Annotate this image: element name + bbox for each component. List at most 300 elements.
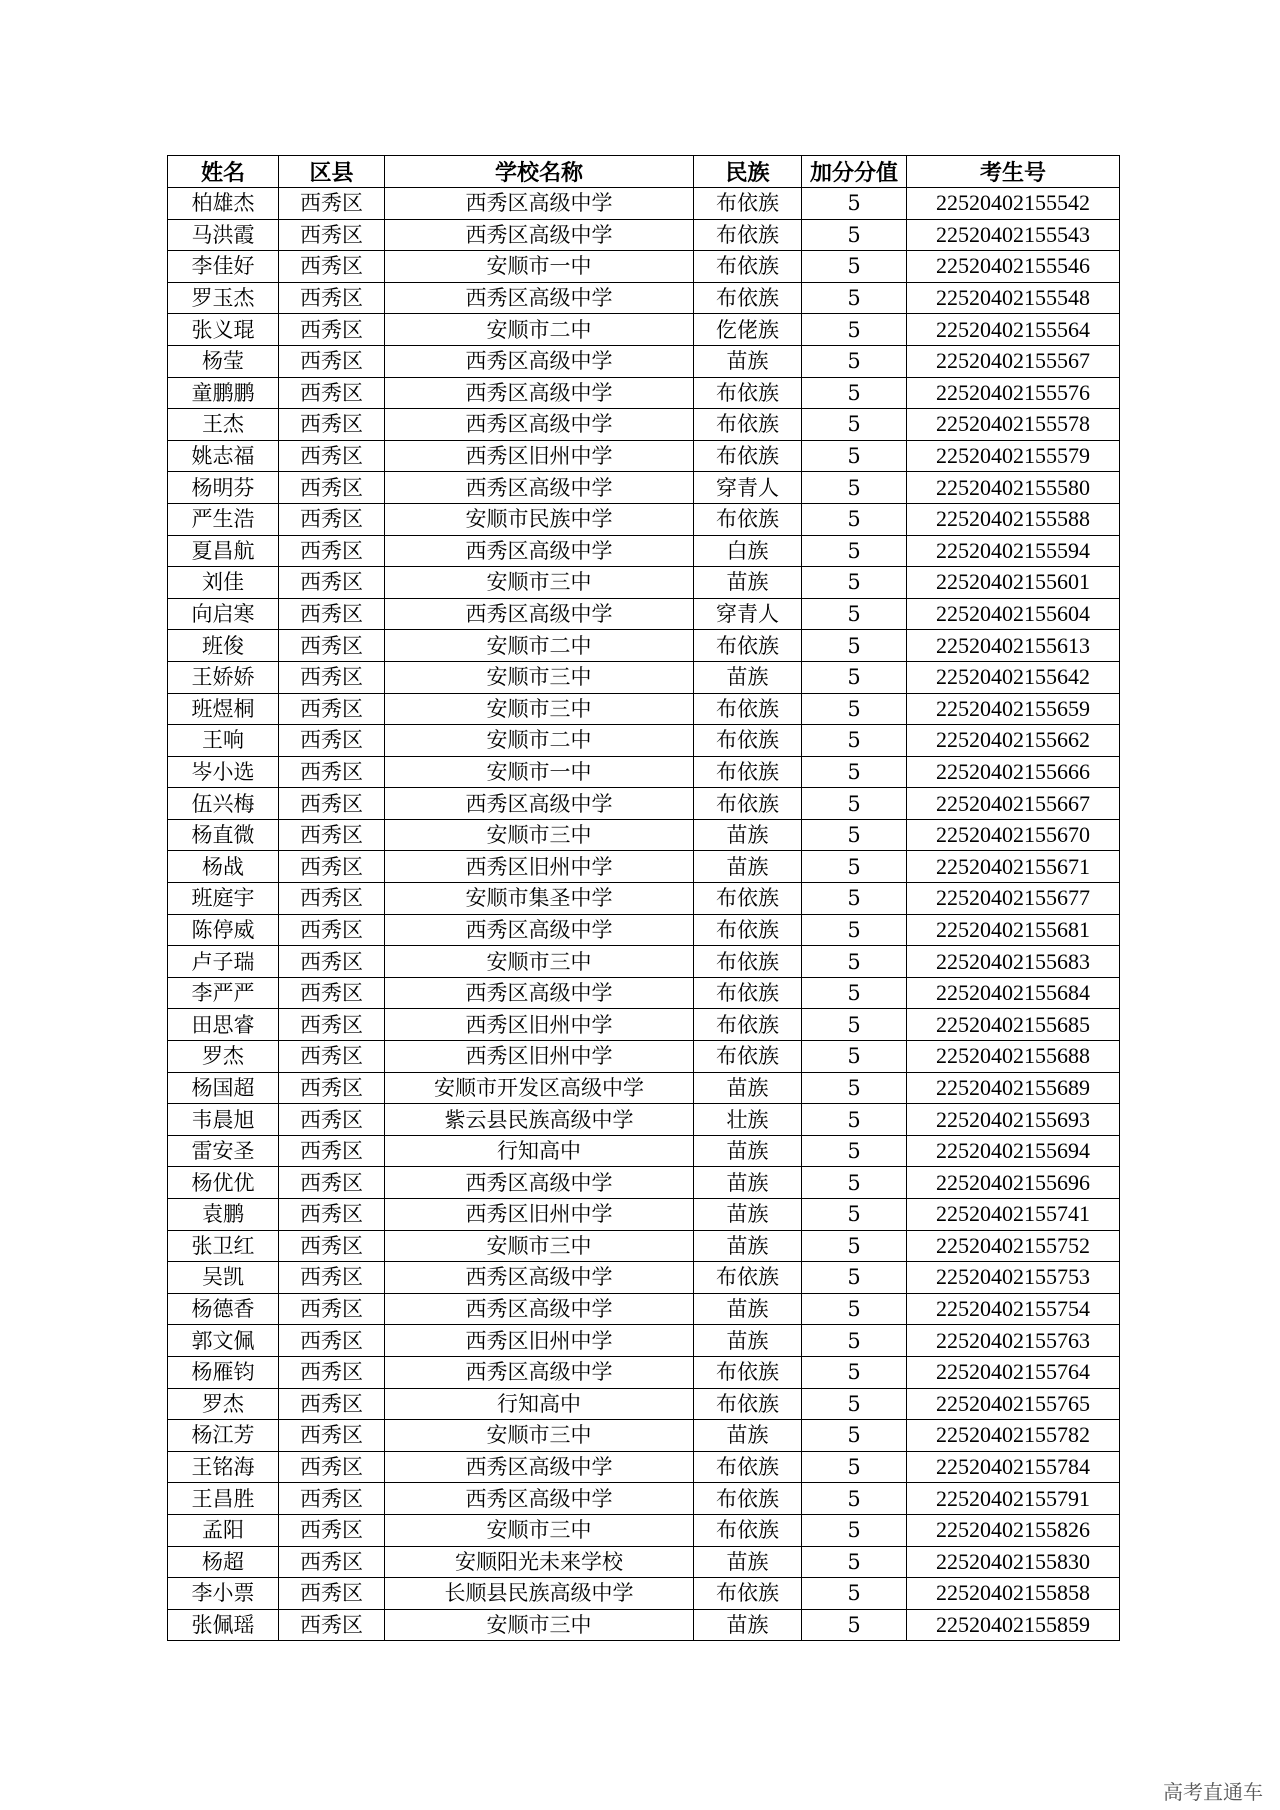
table-row [168, 503, 1120, 535]
cell-district: 西秀区 [279, 1262, 385, 1294]
cell-district: 西秀区 [279, 1546, 385, 1578]
cell-exam-id: 22520402155564 [907, 314, 1120, 346]
table-row [168, 1135, 1120, 1167]
cell-bonus: 5 [802, 251, 907, 283]
cell-name: 姚志福 [168, 440, 279, 472]
cell-name: 柏雄杰 [168, 188, 279, 220]
cell-bonus: 5 [802, 661, 907, 693]
cell-ethnicity: 布依族 [694, 630, 802, 662]
cell-ethnicity: 布依族 [694, 503, 802, 535]
watermark-text: 高考直通车 [1163, 1780, 1263, 1804]
cell-school: 西秀区高级中学 [385, 1356, 694, 1388]
cell-district: 西秀区 [279, 251, 385, 283]
cell-bonus: 5 [802, 1167, 907, 1199]
cell-bonus: 5 [802, 503, 907, 535]
cell-bonus: 5 [802, 314, 907, 346]
cell-name: 罗杰 [168, 1388, 279, 1420]
cell-district: 西秀区 [279, 345, 385, 377]
cell-exam-id: 22520402155685 [907, 1009, 1120, 1041]
cell-exam-id: 22520402155543 [907, 219, 1120, 251]
header-district: 区县 [279, 156, 385, 188]
cell-bonus: 5 [802, 1546, 907, 1578]
cell-name: 郭文佩 [168, 1325, 279, 1357]
cell-exam-id: 22520402155670 [907, 819, 1120, 851]
cell-ethnicity: 布依族 [694, 251, 802, 283]
cell-ethnicity: 苗族 [694, 1546, 802, 1578]
cell-ethnicity: 苗族 [694, 661, 802, 693]
cell-ethnicity: 苗族 [694, 1230, 802, 1262]
cell-ethnicity: 苗族 [694, 1325, 802, 1357]
cell-ethnicity: 布依族 [694, 946, 802, 978]
cell-name: 杨直微 [168, 819, 279, 851]
cell-exam-id: 22520402155671 [907, 851, 1120, 883]
table-row [168, 345, 1120, 377]
cell-name: 张义琨 [168, 314, 279, 346]
cell-name: 马洪霞 [168, 219, 279, 251]
table-row [168, 1262, 1120, 1294]
cell-name: 袁鹏 [168, 1199, 279, 1231]
cell-bonus: 5 [802, 883, 907, 915]
cell-bonus: 5 [802, 1199, 907, 1231]
header-exam-id: 考生号 [907, 156, 1120, 188]
cell-name: 童鹏鹏 [168, 377, 279, 409]
cell-ethnicity: 苗族 [694, 1420, 802, 1452]
cell-exam-id: 22520402155659 [907, 693, 1120, 725]
cell-bonus: 5 [802, 1451, 907, 1483]
cell-district: 西秀区 [279, 409, 385, 441]
cell-exam-id: 22520402155594 [907, 535, 1120, 567]
cell-exam-id: 22520402155681 [907, 914, 1120, 946]
cell-ethnicity: 布依族 [694, 1451, 802, 1483]
cell-exam-id: 22520402155667 [907, 788, 1120, 820]
cell-school: 安顺市集圣中学 [385, 883, 694, 915]
cell-school: 安顺阳光未来学校 [385, 1546, 694, 1578]
cell-school: 紫云县民族高级中学 [385, 1104, 694, 1136]
cell-school: 西秀区高级中学 [385, 1451, 694, 1483]
cell-ethnicity: 布依族 [694, 1009, 802, 1041]
cell-name: 班煜桐 [168, 693, 279, 725]
cell-district: 西秀区 [279, 1009, 385, 1041]
cell-district: 西秀区 [279, 661, 385, 693]
cell-name: 卢子瑞 [168, 946, 279, 978]
cell-exam-id: 22520402155604 [907, 598, 1120, 630]
cell-district: 西秀区 [279, 819, 385, 851]
cell-school: 安顺市三中 [385, 946, 694, 978]
cell-district: 西秀区 [279, 883, 385, 915]
cell-ethnicity: 布依族 [694, 725, 802, 757]
cell-bonus: 5 [802, 1514, 907, 1546]
cell-school: 安顺市开发区高级中学 [385, 1072, 694, 1104]
cell-exam-id: 22520402155791 [907, 1483, 1120, 1515]
cell-school: 安顺市三中 [385, 567, 694, 599]
cell-school: 安顺市三中 [385, 693, 694, 725]
cell-district: 西秀区 [279, 977, 385, 1009]
cell-ethnicity: 布依族 [694, 977, 802, 1009]
cell-exam-id: 22520402155578 [907, 409, 1120, 441]
cell-district: 西秀区 [279, 1072, 385, 1104]
cell-school: 西秀区高级中学 [385, 598, 694, 630]
header-school: 学校名称 [385, 156, 694, 188]
cell-school: 安顺市民族中学 [385, 503, 694, 535]
cell-bonus: 5 [802, 1325, 907, 1357]
cell-school: 西秀区高级中学 [385, 188, 694, 220]
cell-exam-id: 22520402155576 [907, 377, 1120, 409]
cell-school: 西秀区旧州中学 [385, 440, 694, 472]
cell-school: 西秀区高级中学 [385, 914, 694, 946]
cell-school: 西秀区高级中学 [385, 409, 694, 441]
cell-exam-id: 22520402155826 [907, 1514, 1120, 1546]
cell-bonus: 5 [802, 693, 907, 725]
header-ethnicity: 民族 [694, 156, 802, 188]
cell-district: 西秀区 [279, 503, 385, 535]
cell-name: 严生浩 [168, 503, 279, 535]
table-row [168, 756, 1120, 788]
table-row [168, 851, 1120, 883]
cell-ethnicity: 苗族 [694, 1609, 802, 1641]
table-row [168, 567, 1120, 599]
cell-ethnicity: 布依族 [694, 1356, 802, 1388]
cell-name: 韦晨旭 [168, 1104, 279, 1136]
cell-district: 西秀区 [279, 535, 385, 567]
cell-bonus: 5 [802, 440, 907, 472]
table-row [168, 1293, 1120, 1325]
table-row [168, 598, 1120, 630]
cell-bonus: 5 [802, 1072, 907, 1104]
cell-district: 西秀区 [279, 1420, 385, 1452]
cell-ethnicity: 布依族 [694, 914, 802, 946]
cell-exam-id: 22520402155752 [907, 1230, 1120, 1262]
cell-bonus: 5 [802, 946, 907, 978]
cell-ethnicity: 苗族 [694, 851, 802, 883]
cell-name: 王铭海 [168, 1451, 279, 1483]
cell-bonus: 5 [802, 788, 907, 820]
cell-ethnicity: 布依族 [694, 1514, 802, 1546]
cell-district: 西秀区 [279, 1451, 385, 1483]
table-row [168, 914, 1120, 946]
cell-exam-id: 22520402155542 [907, 188, 1120, 220]
cell-district: 西秀区 [279, 1514, 385, 1546]
table-row [168, 788, 1120, 820]
cell-district: 西秀区 [279, 756, 385, 788]
cell-school: 西秀区高级中学 [385, 1293, 694, 1325]
cell-exam-id: 22520402155588 [907, 503, 1120, 535]
cell-school: 西秀区高级中学 [385, 977, 694, 1009]
cell-school: 安顺市三中 [385, 1230, 694, 1262]
cell-exam-id: 22520402155859 [907, 1609, 1120, 1641]
cell-exam-id: 22520402155858 [907, 1578, 1120, 1610]
cell-district: 西秀区 [279, 1325, 385, 1357]
header-bonus: 加分分值 [802, 156, 907, 188]
cell-school: 安顺市一中 [385, 251, 694, 283]
cell-exam-id: 22520402155696 [907, 1167, 1120, 1199]
cell-ethnicity: 布依族 [694, 219, 802, 251]
cell-school: 西秀区旧州中学 [385, 1325, 694, 1357]
cell-district: 西秀区 [279, 567, 385, 599]
cell-district: 西秀区 [279, 1199, 385, 1231]
table-row [168, 1167, 1120, 1199]
cell-school: 安顺市三中 [385, 661, 694, 693]
cell-district: 西秀区 [279, 693, 385, 725]
table-row [168, 1609, 1120, 1641]
cell-district: 西秀区 [279, 377, 385, 409]
cell-name: 李佳好 [168, 251, 279, 283]
cell-exam-id: 22520402155613 [907, 630, 1120, 662]
cell-bonus: 5 [802, 1135, 907, 1167]
cell-school: 西秀区高级中学 [385, 535, 694, 567]
cell-bonus: 5 [802, 977, 907, 1009]
cell-exam-id: 22520402155580 [907, 472, 1120, 504]
cell-ethnicity: 穿青人 [694, 598, 802, 630]
cell-ethnicity: 布依族 [694, 883, 802, 915]
table-row [168, 314, 1120, 346]
cell-school: 西秀区高级中学 [385, 788, 694, 820]
cell-bonus: 5 [802, 598, 907, 630]
cell-bonus: 5 [802, 282, 907, 314]
cell-name: 杨国超 [168, 1072, 279, 1104]
cell-exam-id: 22520402155764 [907, 1356, 1120, 1388]
cell-school: 行知高中 [385, 1388, 694, 1420]
cell-exam-id: 22520402155548 [907, 282, 1120, 314]
cell-name: 杨莹 [168, 345, 279, 377]
table-row [168, 1420, 1120, 1452]
cell-bonus: 5 [802, 1609, 907, 1641]
cell-school: 安顺市三中 [385, 819, 694, 851]
table-row [168, 251, 1120, 283]
table-row [168, 1356, 1120, 1388]
cell-ethnicity: 布依族 [694, 1041, 802, 1073]
cell-ethnicity: 苗族 [694, 567, 802, 599]
cell-name: 吴凯 [168, 1262, 279, 1294]
cell-school: 西秀区高级中学 [385, 219, 694, 251]
bonus-points-table [167, 155, 1120, 1641]
cell-school: 西秀区高级中学 [385, 1483, 694, 1515]
cell-name: 杨江芳 [168, 1420, 279, 1452]
cell-ethnicity: 布依族 [694, 377, 802, 409]
cell-bonus: 5 [802, 851, 907, 883]
cell-name: 杨超 [168, 1546, 279, 1578]
cell-ethnicity: 布依族 [694, 1262, 802, 1294]
cell-bonus: 5 [802, 630, 907, 662]
table-row [168, 1451, 1120, 1483]
cell-school: 西秀区高级中学 [385, 1167, 694, 1199]
cell-district: 西秀区 [279, 1483, 385, 1515]
cell-exam-id: 22520402155784 [907, 1451, 1120, 1483]
cell-name: 罗杰 [168, 1041, 279, 1073]
cell-bonus: 5 [802, 1578, 907, 1610]
cell-district: 西秀区 [279, 630, 385, 662]
cell-bonus: 5 [802, 1009, 907, 1041]
cell-exam-id: 22520402155662 [907, 725, 1120, 757]
cell-ethnicity: 苗族 [694, 1199, 802, 1231]
cell-school: 西秀区高级中学 [385, 282, 694, 314]
cell-ethnicity: 布依族 [694, 409, 802, 441]
cell-exam-id: 22520402155567 [907, 345, 1120, 377]
table-row [168, 946, 1120, 978]
cell-ethnicity: 白族 [694, 535, 802, 567]
cell-school: 西秀区旧州中学 [385, 1041, 694, 1073]
table-row [168, 188, 1120, 220]
cell-ethnicity: 苗族 [694, 1072, 802, 1104]
cell-district: 西秀区 [279, 440, 385, 472]
cell-school: 安顺市二中 [385, 725, 694, 757]
table-row [168, 440, 1120, 472]
cell-school: 西秀区高级中学 [385, 1262, 694, 1294]
table-row [168, 630, 1120, 662]
cell-ethnicity: 布依族 [694, 1483, 802, 1515]
cell-bonus: 5 [802, 409, 907, 441]
cell-school: 西秀区高级中学 [385, 377, 694, 409]
table-row [168, 1230, 1120, 1262]
cell-district: 西秀区 [279, 946, 385, 978]
cell-name: 李严严 [168, 977, 279, 1009]
cell-bonus: 5 [802, 472, 907, 504]
cell-name: 岑小选 [168, 756, 279, 788]
cell-district: 西秀区 [279, 1041, 385, 1073]
cell-ethnicity: 布依族 [694, 788, 802, 820]
cell-exam-id: 22520402155546 [907, 251, 1120, 283]
cell-name: 李小票 [168, 1578, 279, 1610]
cell-name: 杨优优 [168, 1167, 279, 1199]
cell-ethnicity: 布依族 [694, 756, 802, 788]
cell-school: 安顺市三中 [385, 1609, 694, 1641]
table-row [168, 409, 1120, 441]
cell-exam-id: 22520402155694 [907, 1135, 1120, 1167]
cell-bonus: 5 [802, 1104, 907, 1136]
cell-name: 班庭宇 [168, 883, 279, 915]
cell-ethnicity: 苗族 [694, 819, 802, 851]
table-row [168, 1072, 1120, 1104]
cell-ethnicity: 布依族 [694, 1388, 802, 1420]
cell-exam-id: 22520402155688 [907, 1041, 1120, 1073]
cell-school: 西秀区旧州中学 [385, 851, 694, 883]
table-row [168, 282, 1120, 314]
cell-bonus: 5 [802, 756, 907, 788]
cell-district: 西秀区 [279, 1578, 385, 1610]
cell-district: 西秀区 [279, 914, 385, 946]
cell-name: 杨德香 [168, 1293, 279, 1325]
cell-exam-id: 22520402155753 [907, 1262, 1120, 1294]
table-row [168, 1388, 1120, 1420]
table-row [168, 1199, 1120, 1231]
cell-name: 王杰 [168, 409, 279, 441]
cell-school: 安顺市三中 [385, 1514, 694, 1546]
cell-ethnicity: 壮族 [694, 1104, 802, 1136]
cell-bonus: 5 [802, 345, 907, 377]
table-row [168, 1483, 1120, 1515]
cell-name: 陈停威 [168, 914, 279, 946]
cell-district: 西秀区 [279, 1230, 385, 1262]
cell-ethnicity: 苗族 [694, 1135, 802, 1167]
cell-district: 西秀区 [279, 598, 385, 630]
cell-school: 安顺市三中 [385, 1420, 694, 1452]
cell-district: 西秀区 [279, 282, 385, 314]
cell-school: 西秀区旧州中学 [385, 1009, 694, 1041]
cell-district: 西秀区 [279, 314, 385, 346]
table-row [168, 725, 1120, 757]
table-row [168, 1325, 1120, 1357]
cell-school: 行知高中 [385, 1135, 694, 1167]
cell-name: 田思睿 [168, 1009, 279, 1041]
cell-bonus: 5 [802, 1420, 907, 1452]
cell-exam-id: 22520402155666 [907, 756, 1120, 788]
cell-name: 孟阳 [168, 1514, 279, 1546]
cell-name: 伍兴梅 [168, 788, 279, 820]
cell-district: 西秀区 [279, 1356, 385, 1388]
table-row [168, 535, 1120, 567]
header-name: 姓名 [168, 156, 279, 188]
cell-exam-id: 22520402155601 [907, 567, 1120, 599]
cell-exam-id: 22520402155741 [907, 1199, 1120, 1231]
cell-name: 雷安圣 [168, 1135, 279, 1167]
cell-ethnicity: 仡佬族 [694, 314, 802, 346]
cell-name: 王响 [168, 725, 279, 757]
cell-district: 西秀区 [279, 1293, 385, 1325]
cell-name: 王娇娇 [168, 661, 279, 693]
cell-exam-id: 22520402155579 [907, 440, 1120, 472]
cell-exam-id: 22520402155677 [907, 883, 1120, 915]
cell-bonus: 5 [802, 535, 907, 567]
cell-exam-id: 22520402155684 [907, 977, 1120, 1009]
cell-bonus: 5 [802, 819, 907, 851]
cell-bonus: 5 [802, 219, 907, 251]
cell-bonus: 5 [802, 1262, 907, 1294]
cell-district: 西秀区 [279, 1167, 385, 1199]
cell-exam-id: 22520402155693 [907, 1104, 1120, 1136]
cell-bonus: 5 [802, 1230, 907, 1262]
table-row [168, 1041, 1120, 1073]
cell-exam-id: 22520402155642 [907, 661, 1120, 693]
cell-exam-id: 22520402155763 [907, 1325, 1120, 1357]
cell-ethnicity: 布依族 [694, 693, 802, 725]
cell-bonus: 5 [802, 1293, 907, 1325]
cell-district: 西秀区 [279, 219, 385, 251]
cell-name: 夏昌航 [168, 535, 279, 567]
cell-exam-id: 22520402155683 [907, 946, 1120, 978]
cell-bonus: 5 [802, 1388, 907, 1420]
cell-ethnicity: 布依族 [694, 282, 802, 314]
cell-name: 向启寒 [168, 598, 279, 630]
cell-school: 西秀区高级中学 [385, 472, 694, 504]
cell-district: 西秀区 [279, 1104, 385, 1136]
cell-district: 西秀区 [279, 1388, 385, 1420]
table-row [168, 1104, 1120, 1136]
cell-bonus: 5 [802, 377, 907, 409]
table-row [168, 219, 1120, 251]
cell-bonus: 5 [802, 914, 907, 946]
cell-ethnicity: 苗族 [694, 1293, 802, 1325]
cell-district: 西秀区 [279, 1609, 385, 1641]
table-row [168, 977, 1120, 1009]
table-row [168, 1578, 1120, 1610]
cell-district: 西秀区 [279, 851, 385, 883]
cell-ethnicity: 布依族 [694, 440, 802, 472]
cell-school: 安顺市一中 [385, 756, 694, 788]
cell-bonus: 5 [802, 725, 907, 757]
table-row [168, 819, 1120, 851]
cell-name: 杨雁钧 [168, 1356, 279, 1388]
cell-school: 西秀区高级中学 [385, 345, 694, 377]
cell-ethnicity: 布依族 [694, 188, 802, 220]
cell-district: 西秀区 [279, 725, 385, 757]
cell-bonus: 5 [802, 567, 907, 599]
cell-name: 张卫红 [168, 1230, 279, 1262]
cell-exam-id: 22520402155830 [907, 1546, 1120, 1578]
table-body [168, 188, 1120, 1641]
cell-school: 安顺市二中 [385, 314, 694, 346]
cell-name: 班俊 [168, 630, 279, 662]
table-row [168, 693, 1120, 725]
cell-exam-id: 22520402155765 [907, 1388, 1120, 1420]
